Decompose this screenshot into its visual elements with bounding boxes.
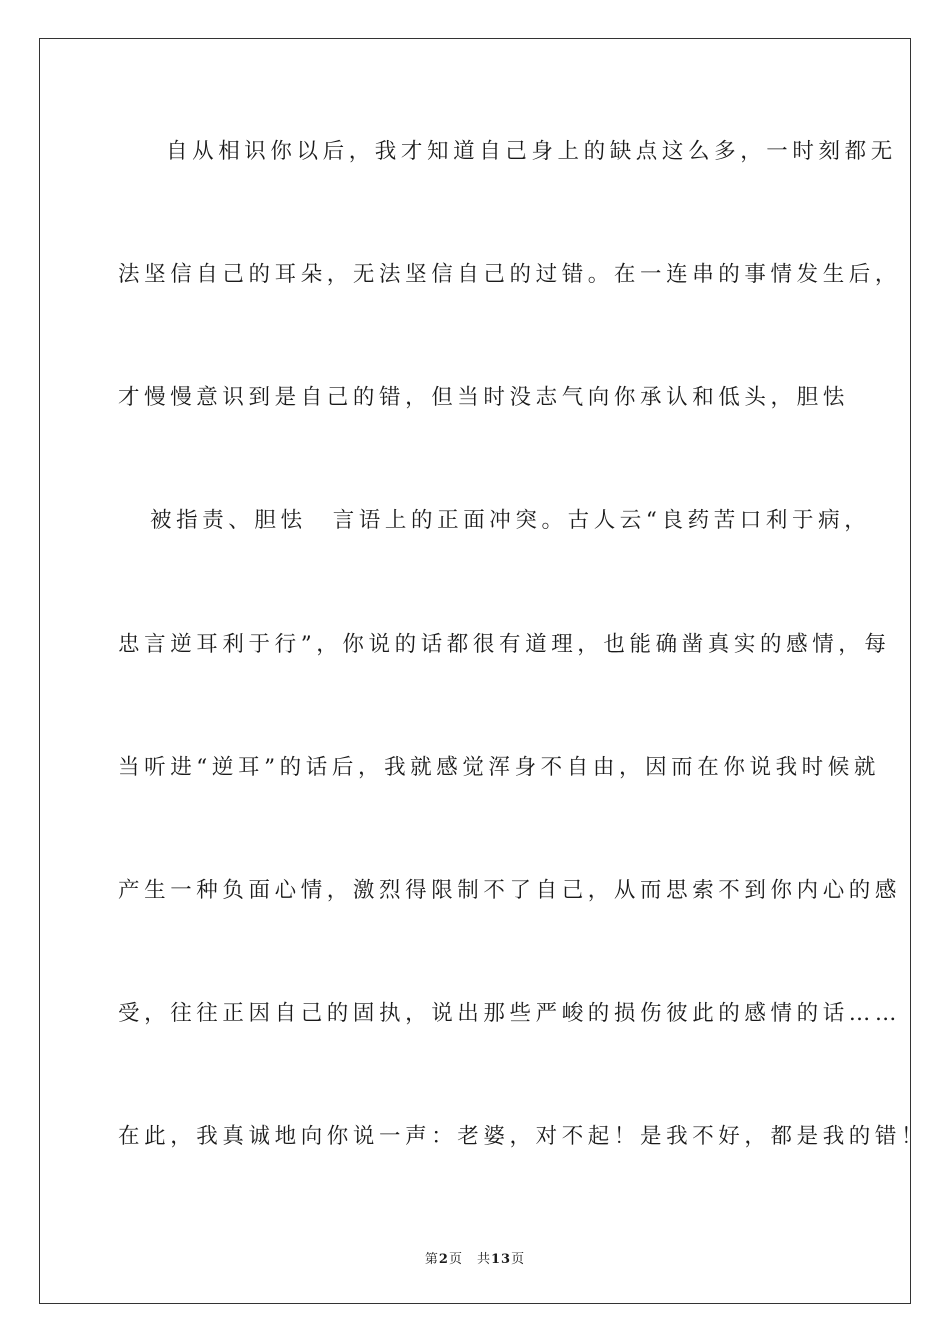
text-line-9: 在此，我真诚地向你说一声：老婆，对不起！是我不好，都是我的错！ bbox=[118, 1124, 928, 1149]
text-line-6: 当听进“逆耳”的话后，我就感觉浑身不自由，因而在你说我时候就 bbox=[118, 755, 880, 780]
text-line-3: 才慢慢意识到是自己的错，但当时没志气向你承认和低头，胆怯 bbox=[118, 385, 849, 410]
text-line-2: 法坚信自己的耳朵，无法坚信自己的过错。在一连串的事情发生后， bbox=[118, 262, 902, 287]
page-prefix: 第 bbox=[424, 1252, 439, 1267]
text-line-7: 产生一种负面心情，激烈得限制不了自己，从而思索不到你内心的感 bbox=[118, 878, 902, 903]
text-line-8: 受，往往正因自己的固执，说出那些严峻的损伤彼此的感情的话…… bbox=[118, 1001, 902, 1026]
page-footer bbox=[40, 1248, 910, 1267]
total-prefix: 共 bbox=[476, 1252, 491, 1267]
text-line-1: 自从相识你以后，我才知道自己身上的缺点这么多，一时刻都无 bbox=[166, 139, 897, 164]
text-line-4: 被指责、胆怯 言语上的正面冲突。古人云“良药苦口利于病， bbox=[150, 508, 871, 533]
body-text bbox=[40, 39, 928, 1303]
page-total: 13 bbox=[490, 1252, 512, 1267]
total-unit: 页 bbox=[511, 1252, 526, 1267]
page-frame bbox=[39, 38, 928, 1304]
page-unit: 页 bbox=[448, 1252, 463, 1267]
text-line-5: 忠言逆耳利于行”，你说的话都很有道理，也能确凿真实的感情，每 bbox=[118, 632, 891, 657]
page-current: 2 bbox=[438, 1252, 449, 1267]
